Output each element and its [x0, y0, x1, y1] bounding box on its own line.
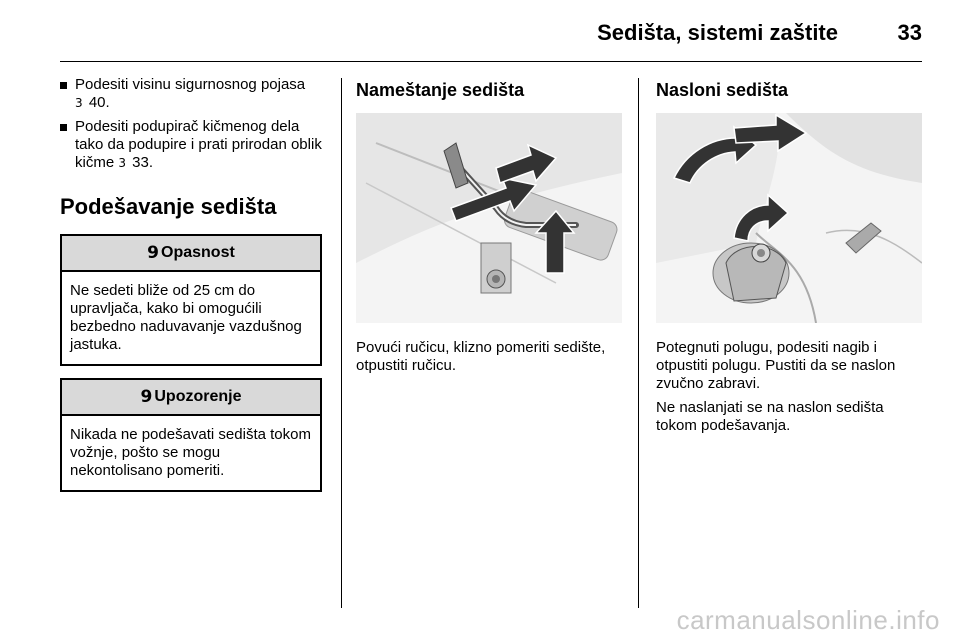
page-reference: 33. [132, 154, 154, 171]
page-number: 33 [897, 20, 922, 45]
section-title: Nameštanje sedišta [356, 80, 525, 100]
page-header [60, 18, 922, 62]
danger-box [60, 234, 322, 366]
danger-box-header [62, 236, 320, 272]
warning-box-text: Nikada ne podešavati sedišta tokom vožnje, pošto se mogu nekontolisano pomeriti. [70, 426, 311, 479]
warning-box [60, 378, 322, 492]
watermark: carmanualsonline.info [676, 605, 940, 635]
bullet-text: Podesiti podupirač kičmenog dela tako da podupire i prati prirodan oblik kičme [75, 118, 322, 171]
bullet-list [60, 76, 322, 172]
section-title: Podešavanje sedišta [60, 194, 277, 219]
caption-paragraph: Potegnuti polugu, podesiti nagib i otpustiti polugu. Pustiti da se naslon zvučno zabravi. [656, 339, 896, 392]
bullet-icon [60, 124, 67, 131]
danger-box-title: Opasnost [161, 244, 235, 261]
column-left [60, 76, 322, 504]
column-divider [341, 78, 342, 608]
page-title: Sedišta, sistemi zaštite [597, 20, 838, 45]
section-title: Nasloni sedišta [656, 80, 789, 100]
caption-paragraph: Ne naslanjati se na naslon sedišta tokom podešavanja. [656, 399, 884, 434]
bullet-text: Podesiti visinu sigurnosnog pojasa [75, 76, 306, 93]
page-reference-icon: 3 [75, 96, 83, 110]
warning-icon: 9 [147, 243, 160, 263]
figure-caption: Povući ručicu, klizno pomeriti sedište, otpustiti ručicu. [356, 339, 606, 374]
list-item [60, 76, 322, 112]
figure-caption [656, 339, 926, 435]
warning-box-header [62, 380, 320, 416]
warning-icon: 9 [140, 387, 153, 407]
page-reference-icon: 3 [118, 156, 126, 170]
seat-slide-illustration [356, 113, 622, 323]
column-divider [638, 78, 639, 608]
page-reference: 40. [88, 94, 110, 111]
column-right [656, 76, 926, 435]
list-item [60, 118, 322, 172]
bullet-icon [60, 82, 67, 89]
warning-box-title: Upozorenje [154, 388, 242, 405]
danger-box-text: Ne sedeti bliže od 25 cm do upravljača, kako bi omogućili bezbedno naduvavanje vazdušnog jastuka. [70, 282, 302, 353]
seat-backrest-illustration [656, 113, 922, 323]
column-middle [356, 76, 626, 375]
